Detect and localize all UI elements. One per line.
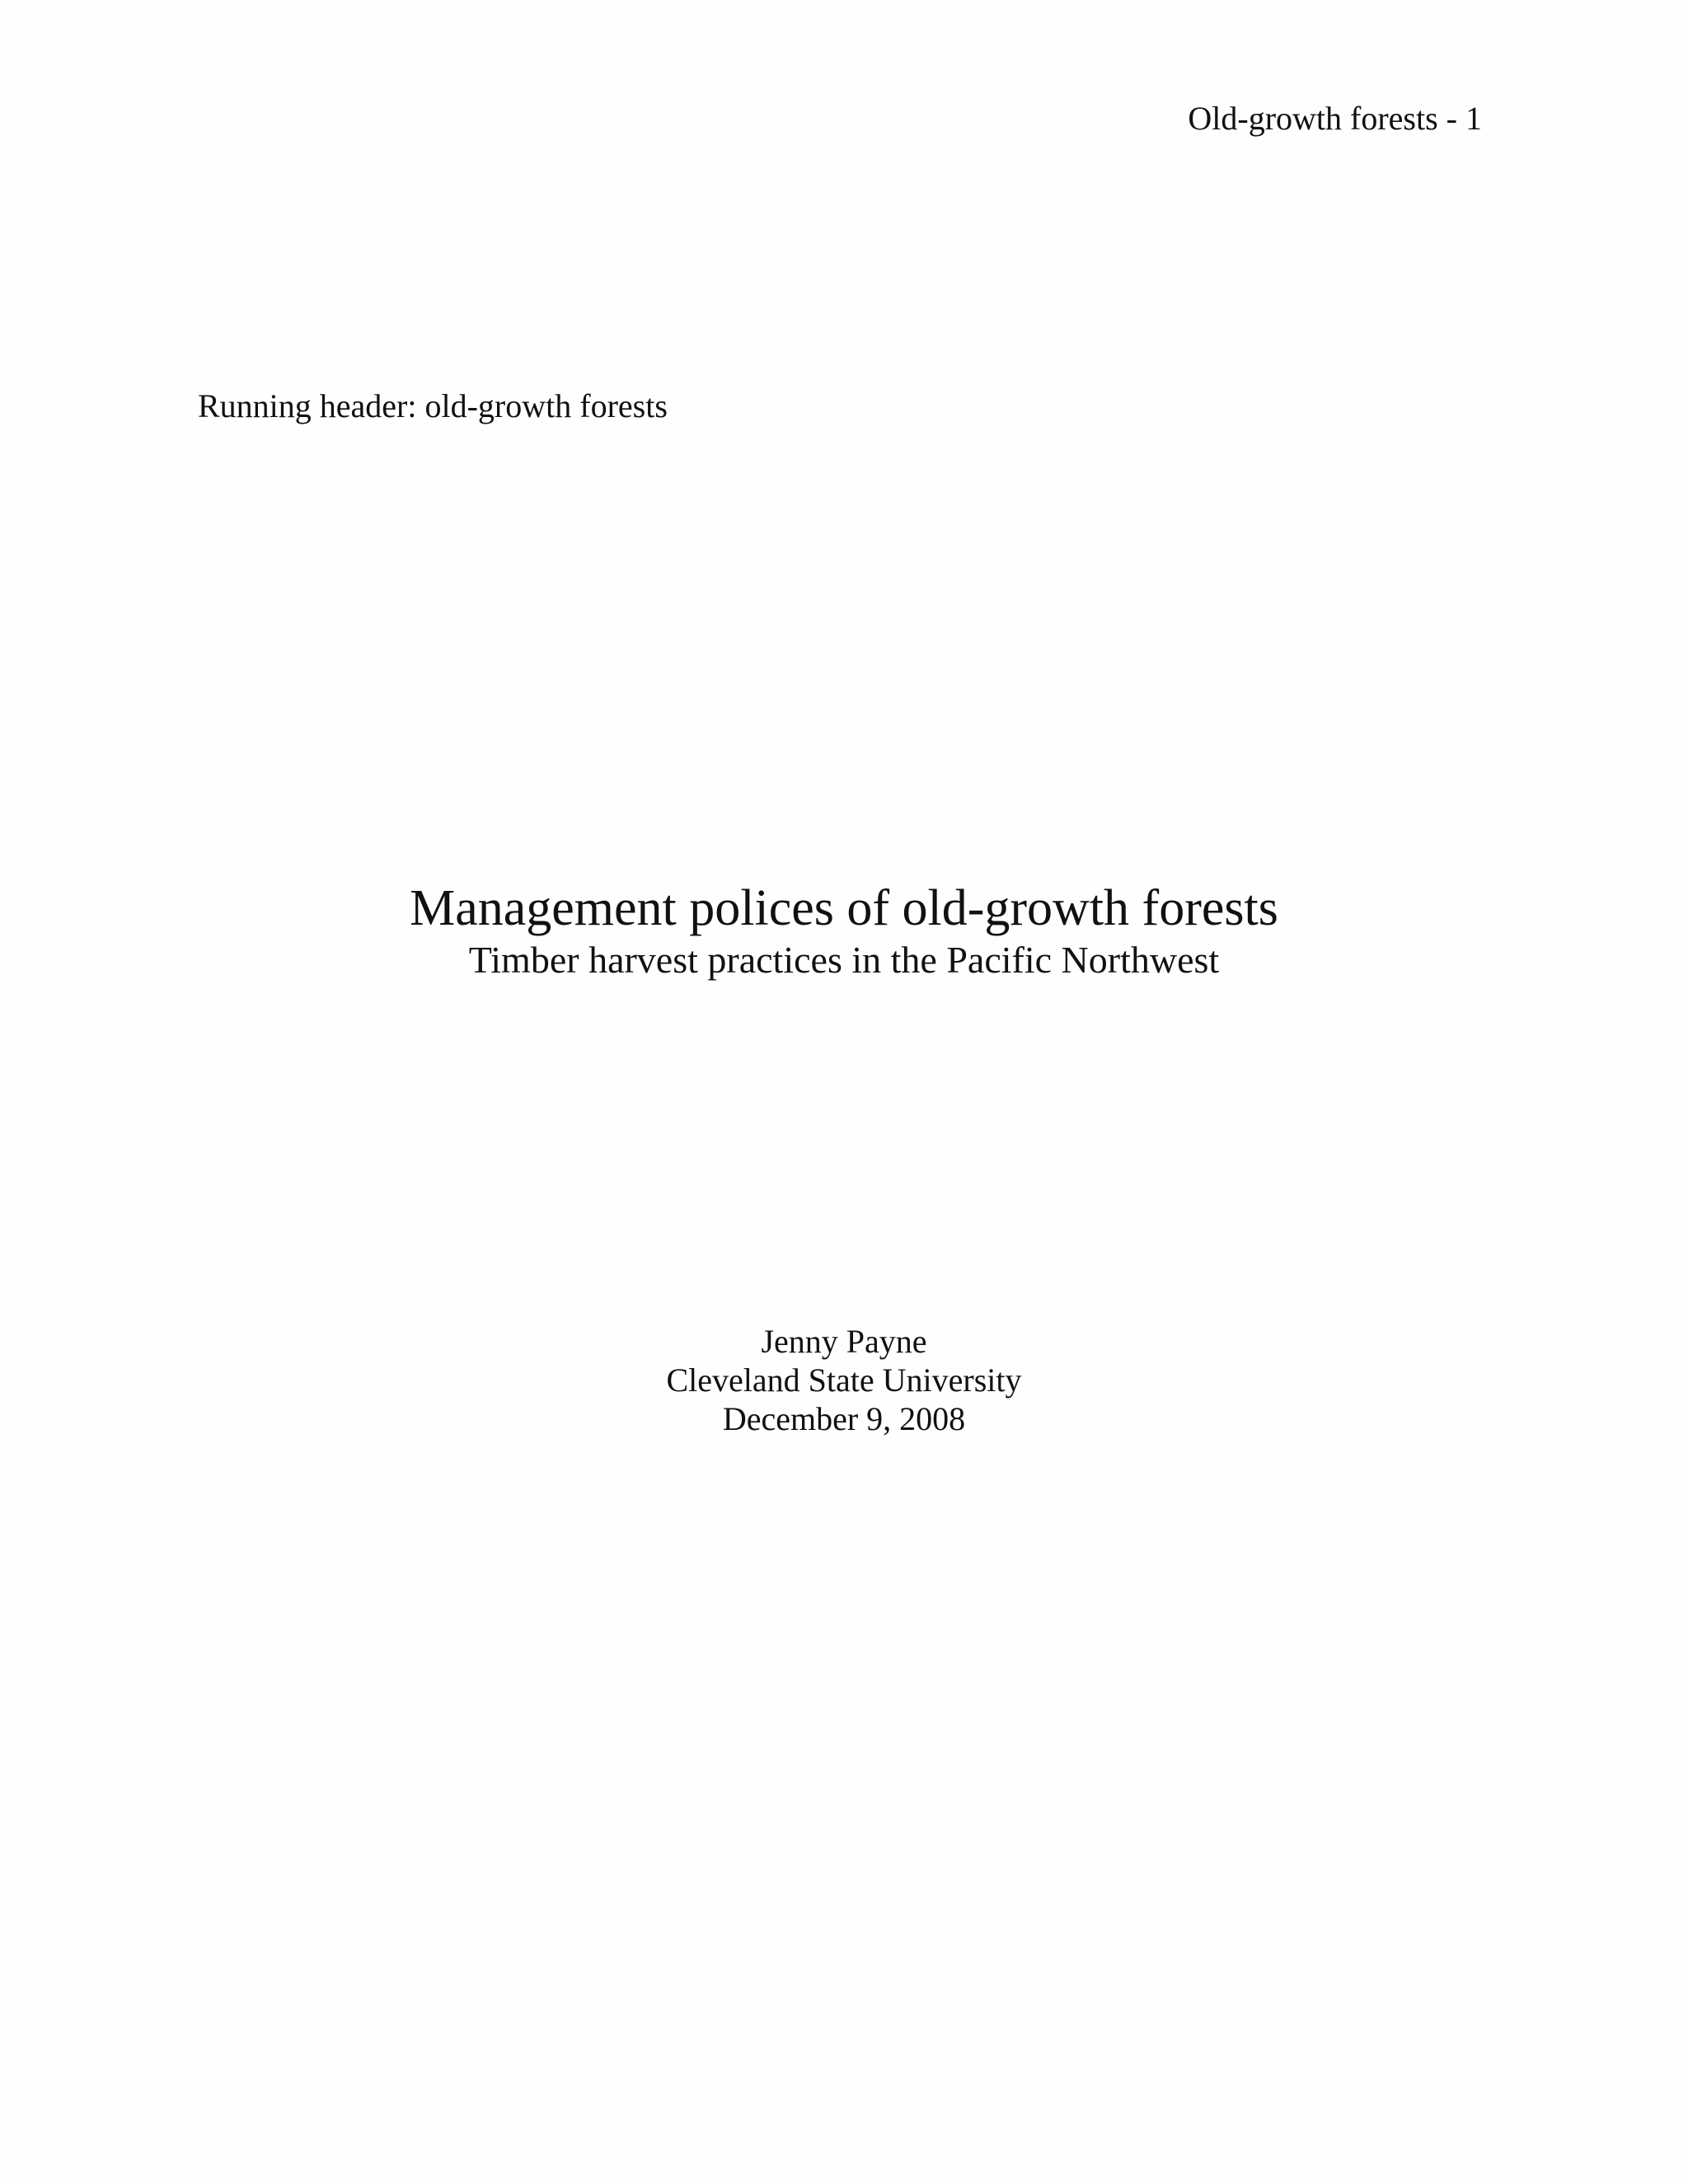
document-date: December 9, 2008	[722, 1400, 966, 1437]
running-header: Running header: old-growth forests	[198, 387, 668, 424]
author-name: Jenny Payne	[761, 1323, 927, 1360]
document-subtitle: Timber harvest practices in the Pacific Northwest	[468, 939, 1220, 981]
document-title: Management polices of old-growth forests	[410, 880, 1278, 936]
title-block	[0, 879, 1688, 982]
author-block	[0, 1322, 1688, 1438]
institution-name: Cleveland State University	[666, 1361, 1022, 1399]
page-header: Old-growth forests - 1	[1188, 100, 1482, 137]
